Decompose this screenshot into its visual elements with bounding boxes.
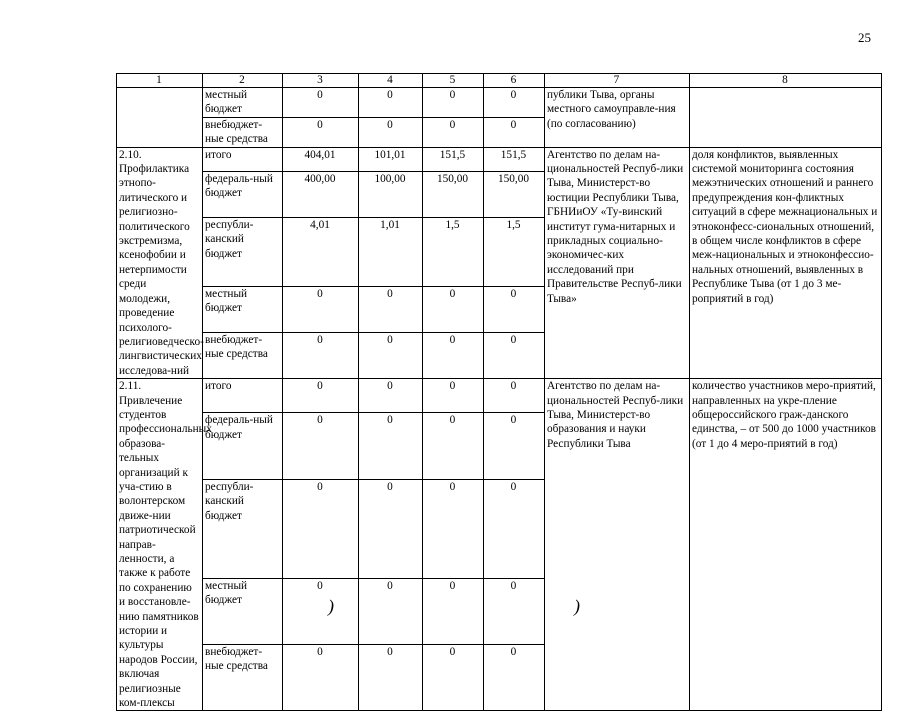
amount-cell: 0 <box>484 332 545 378</box>
amount-cell: 0 <box>283 286 359 332</box>
amount-cell: 0 <box>359 88 423 118</box>
funding-source: внебюджет-ные средства <box>203 332 283 378</box>
amount-cell: 1,5 <box>423 217 484 286</box>
stray-mark: ) <box>328 596 334 616</box>
amount-cell: 0 <box>283 644 359 710</box>
amount-cell: 0 <box>359 413 423 479</box>
funding-source: федераль-ный бюджет <box>203 171 283 217</box>
amount-cell: 0 <box>484 117 545 147</box>
amount-cell: 400,00 <box>283 171 359 217</box>
item-2-10-row <box>117 147 882 171</box>
continuation-indicators <box>690 88 882 148</box>
amount-cell: 150,00 <box>423 171 484 217</box>
amount-cell: 0 <box>283 332 359 378</box>
column-header: 8 <box>690 74 882 88</box>
amount-cell: 0 <box>283 479 359 578</box>
header-row <box>117 74 882 88</box>
amount-cell: 0 <box>283 379 359 413</box>
amount-cell: 0 <box>423 88 484 118</box>
amount-cell: 0 <box>423 413 484 479</box>
funding-source: республи-канский бюджет <box>203 217 283 286</box>
amount-cell: 0 <box>283 117 359 147</box>
funding-source: итого <box>203 379 283 413</box>
item-2-10-executors: Агентство по делам на-циональностей Респуб-лики Тыва, Министерст-во юстиции Республики Тыва, ГБНИиОУ «Ту-винский институт гума-нитарных и прикладных социально-экономичес-ких исследований при Правительстве Респуб-лики Тыва» <box>545 147 690 379</box>
amount-cell: 0 <box>359 286 423 332</box>
funding-source: республи-канский бюджет <box>203 479 283 578</box>
amount-cell: 151,5 <box>484 147 545 171</box>
amount-cell: 4,01 <box>283 217 359 286</box>
amount-cell: 151,5 <box>423 147 484 171</box>
funding-source: внебюджет-ные средства <box>203 117 283 147</box>
amount-cell: 0 <box>484 379 545 413</box>
continuation-row <box>117 88 882 118</box>
amount-cell: 0 <box>484 644 545 710</box>
amount-cell: 0 <box>423 117 484 147</box>
amount-cell: 150,00 <box>484 171 545 217</box>
amount-cell: 0 <box>359 578 423 644</box>
continuation-title <box>117 88 203 148</box>
amount-cell: 0 <box>283 413 359 479</box>
funding-source: местный бюджет <box>203 88 283 118</box>
amount-cell: 0 <box>484 286 545 332</box>
funding-source: федераль-ный бюджет <box>203 413 283 479</box>
column-header: 7 <box>545 74 690 88</box>
amount-cell: 0 <box>423 379 484 413</box>
funding-source: итого <box>203 147 283 171</box>
column-header: 1 <box>117 74 203 88</box>
amount-cell: 0 <box>423 644 484 710</box>
item-2-10-indicators: доля конфликтов, выявленных системой мониторинга состояния межэтнических отношений и раннего предупреждения кон-фликтных ситуаций в сфере межнациональных и этноконфесс-сиональных отношений, в общем числе конфликтов в сфере меж-национальных и этноконфессио-нальных отношений, выявленных в Республике Тыва (от 1 до 3 ме-роприятий в год) <box>690 147 882 379</box>
amount-cell: 0 <box>484 88 545 118</box>
amount-cell: 0 <box>359 117 423 147</box>
amount-cell: 0 <box>423 286 484 332</box>
amount-cell: 0 <box>283 88 359 118</box>
amount-cell: 0 <box>423 332 484 378</box>
funding-source: внебюджет-ные средства <box>203 644 283 710</box>
stray-mark: ) <box>574 596 580 616</box>
column-header: 6 <box>484 74 545 88</box>
amount-cell: 0 <box>423 578 484 644</box>
item-2-11-indicators: количество участников меро-приятий, направленных на укре-пление общероссийского граж-данского единства, – от 500 до 1000 участников (от 1 до 4 меро-приятий в год) <box>690 379 882 711</box>
column-header: 4 <box>359 74 423 88</box>
amount-cell: 0 <box>484 479 545 578</box>
item-2-11-title: 2.11. Привлечение студентов профессиональных образова-тельных организаций к уча-стию в волонтерском движе-нии патриотической направ-ленности, а также к работе по сохранению и восстановле-нию памятников истории и культуры народов России, включая религиозные ком-плексы <box>117 379 203 711</box>
amount-cell: 0 <box>484 578 545 644</box>
column-header: 5 <box>423 74 484 88</box>
amount-cell: 0 <box>423 479 484 578</box>
amount-cell: 0 <box>359 644 423 710</box>
amount-cell: 1,01 <box>359 217 423 286</box>
program-table <box>116 73 882 711</box>
column-header: 2 <box>203 74 283 88</box>
amount-cell: 0 <box>359 332 423 378</box>
page-number: 25 <box>858 30 871 45</box>
item-2-11-executors: Агентство по делам на-циональностей Респуб-лики Тыва, Министерст-во образования и науки Республики Тыва <box>545 379 690 711</box>
column-header: 3 <box>283 74 359 88</box>
amount-cell: 0 <box>359 379 423 413</box>
amount-cell: 100,00 <box>359 171 423 217</box>
item-2-11-row <box>117 379 882 413</box>
amount-cell: 1,5 <box>484 217 545 286</box>
amount-cell: 0 <box>359 479 423 578</box>
amount-cell: 404,01 <box>283 147 359 171</box>
funding-source: местный бюджет <box>203 286 283 332</box>
item-2-10-title: 2.10. Профилактика этнопо-литического и религиозно-политического экстремизма, ксенофобии и нетерпимости среди молодежи, проведение психолого-религиоведческо-лингвистических исследова-ний <box>117 147 203 379</box>
funding-source: местный бюджет <box>203 578 283 644</box>
amount-cell: 0 <box>484 413 545 479</box>
amount-cell: 101,01 <box>359 147 423 171</box>
amount-cell: 0 <box>283 578 359 644</box>
continuation-executors: публики Тыва, органы местного самоуправле-ния (по согласованию) <box>545 88 690 148</box>
